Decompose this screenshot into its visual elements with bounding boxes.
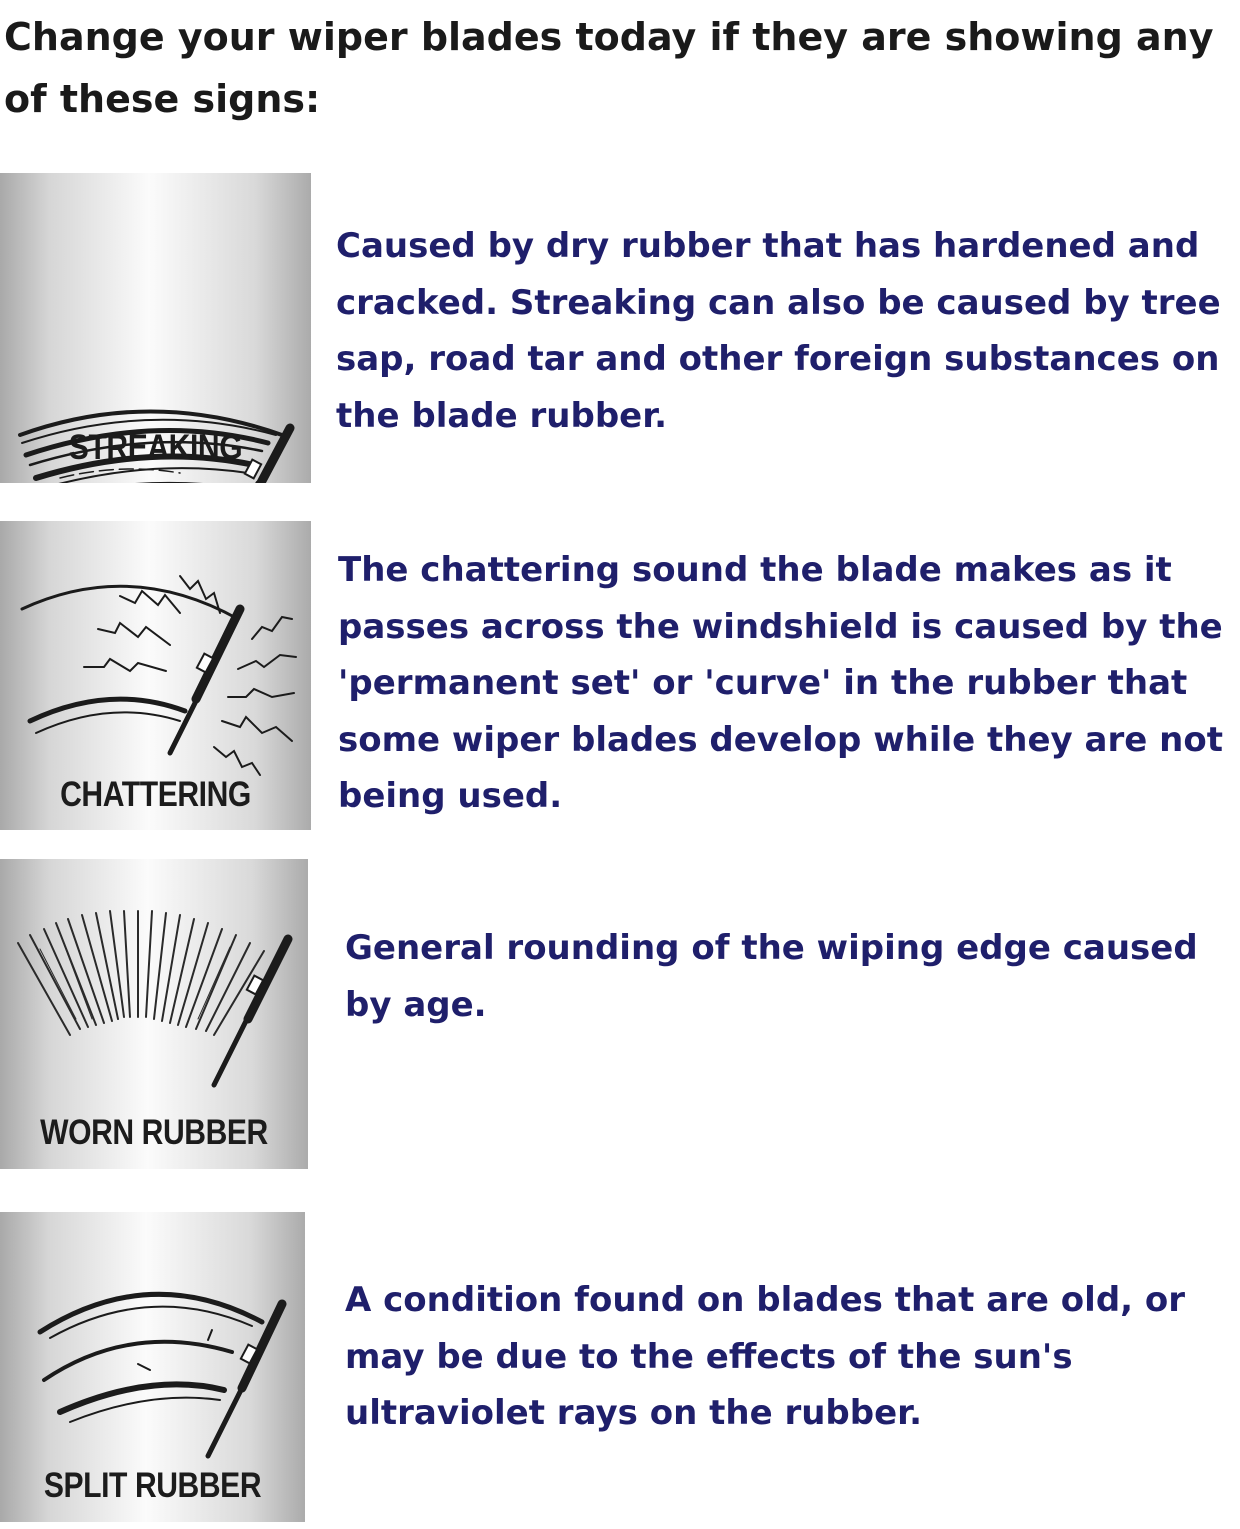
worn-rubber-label: WORN RUBBER xyxy=(40,1113,268,1152)
chattering-label: CHATTERING xyxy=(60,775,251,814)
streaking-panel xyxy=(0,173,311,483)
split-rubber-label: SPLIT RUBBER xyxy=(43,1466,262,1505)
streaking-label: STREAKING xyxy=(68,428,243,467)
page-heading: Change your wiper blades today if they are showing any of these signs: xyxy=(4,15,1214,121)
chattering-panel xyxy=(0,521,311,830)
chattering-description: The chattering sound the blade makes as it passes across the windshield is caused by the 'permanent set' or 'curve' in the rubber that some wiper blades develop while they are not being used. xyxy=(338,550,1223,816)
split-rubber-description: A condition found on blades that are old, or may be due to the effects of the sun's ultraviolet rays on the rubber. xyxy=(345,1280,1186,1433)
split-rubber-panel xyxy=(0,1212,305,1522)
streaking-description: Caused by dry rubber that has hardened and cracked. Streaking can also be caused by tree sap, road tar and other foreign substances on the blade rubber. xyxy=(336,226,1221,436)
worn-rubber-description: General rounding of the wiping edge caused by age. xyxy=(345,928,1198,1025)
worn-rubber-panel xyxy=(0,859,308,1169)
